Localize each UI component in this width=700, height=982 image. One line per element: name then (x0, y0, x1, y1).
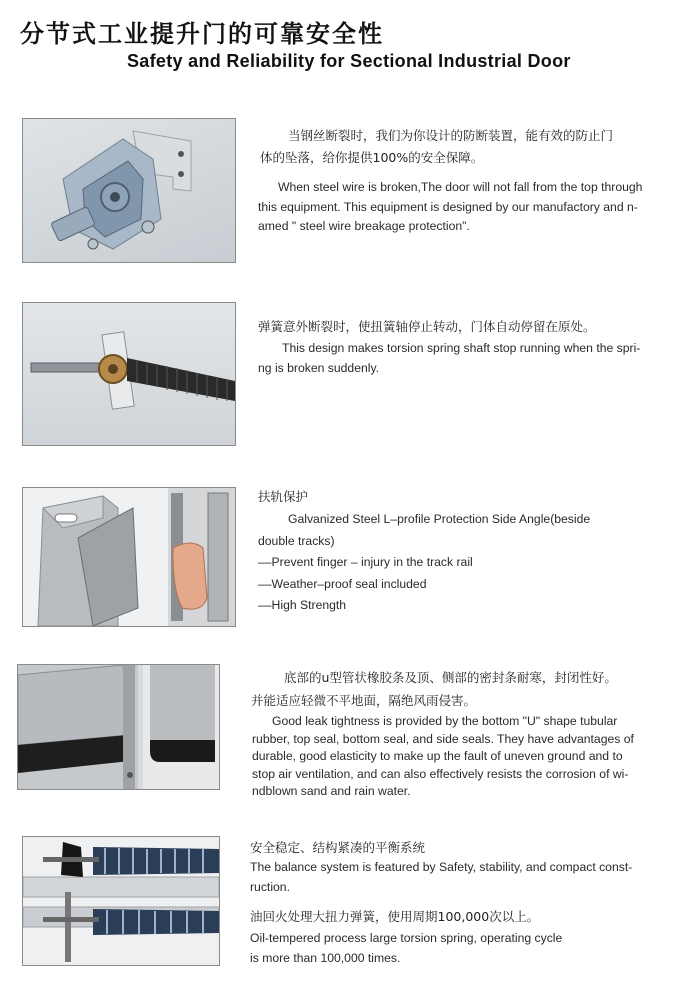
section-4-en-line: Good leak tightness is provided by the bottom "U" shape tubular (272, 714, 618, 728)
section-4-cn-line: 并能适应轻微不平地面，隔绝风雨侵害。 (251, 693, 477, 708)
section-4-cn-line: 底部的u型管状橡胶条及顶、侧部的密封条耐寒，封闭性好。 (284, 670, 617, 685)
section-1-cn-line: 当钢丝断裂时，我们为你设计的防断装置，能有效的防止门 (288, 128, 614, 143)
section-4-en-line: ndblown sand and rain water. (252, 784, 411, 798)
steel-wire-breakage-device-image (22, 118, 236, 263)
section-5-cn-line: 安全稳定、结构紧凑的平衡系统 (250, 840, 426, 855)
section-3-en-line: double tracks) (258, 533, 335, 548)
section-2-chinese-text (258, 316, 678, 338)
section-4-en-line: rubber, top seal, bottom seal, and side seals. They have advantages of (252, 731, 634, 746)
section-5-chinese-text (250, 838, 680, 858)
section-5-en-line: The balance system is featured by Safety, stability, and compact const- (250, 860, 633, 874)
section-5-en-line-2: Oil-tempered process large torsion spring, operating cycle (250, 931, 563, 945)
section-3-english-text (258, 509, 678, 617)
torsion-spring-shaft-icon (23, 303, 235, 445)
section-5-en-line-2: is more than 100,000 times. (250, 951, 401, 965)
section-3-en-line: ––Weather–proof seal included (258, 576, 427, 591)
section-3-cn-line: 扶轨保护 (258, 489, 309, 504)
torsion-spring-shaft-image (22, 302, 236, 446)
section-2-en-line: This design makes torsion spring shaft stop running when the spri- (282, 341, 641, 355)
page-title-chinese: 分节式工业提升门的可靠安全性 (20, 20, 384, 48)
section-1-chinese-text (260, 125, 670, 169)
section-1-en-line: amed " steel wire breakage protection". (258, 219, 470, 233)
page-title-english: Safety and Reliability for Sectional Industrial Door (127, 51, 571, 71)
section-5-english-text (250, 857, 680, 897)
section-4-en-line: stop air ventilation, and can also effectively resists the corrosion of wi- (252, 766, 629, 781)
balance-system-icon (23, 837, 219, 965)
section-5-en-line: ruction. (250, 880, 290, 894)
section-3-en-line: ––Prevent finger – injury in the track rail (258, 555, 473, 569)
bottom-seal-image (17, 664, 220, 790)
section-3-en-line: Galvanized Steel L–profile Protection Side Angle(beside (288, 512, 591, 526)
section-3-chinese-text (258, 486, 678, 508)
section-5-chinese-text-2 (250, 906, 680, 928)
bottom-seal-icon (18, 665, 219, 789)
section-2-english-text (258, 339, 678, 378)
protection-side-angle-image (22, 487, 236, 627)
section-4-chinese-text (251, 666, 678, 712)
section-2-en-line: ng is broken suddenly. (258, 360, 380, 375)
section-2-cn-line: 弹簧意外断裂时，使扭簧轴停止转动，门体自动停留在原处。 (258, 319, 596, 334)
protection-side-angle-icon (23, 488, 235, 626)
section-4-english-text (252, 713, 677, 801)
steel-wire-breakage-device-icon (23, 119, 235, 262)
balance-system-image (22, 836, 220, 966)
section-4-en-line: durable, good elasticity to make up the fault of uneven ground and to (252, 749, 623, 763)
section-1-english-text (258, 178, 678, 237)
section-5-english-text-2 (250, 928, 680, 968)
section-5-cn-line-2: 油回火处理大扭力弹簧，使用周期100,000次以上。 (250, 909, 540, 924)
section-1-cn-line: 体的坠落，给你提供100%的安全保障。 (260, 150, 484, 165)
section-3-en-line: ––High Strength (258, 598, 347, 612)
section-1-en-line: this equipment. This equipment is designed by our manufactory and n- (258, 199, 638, 214)
section-1-en-line: When steel wire is broken,The door will not fall from the top through (278, 180, 643, 194)
